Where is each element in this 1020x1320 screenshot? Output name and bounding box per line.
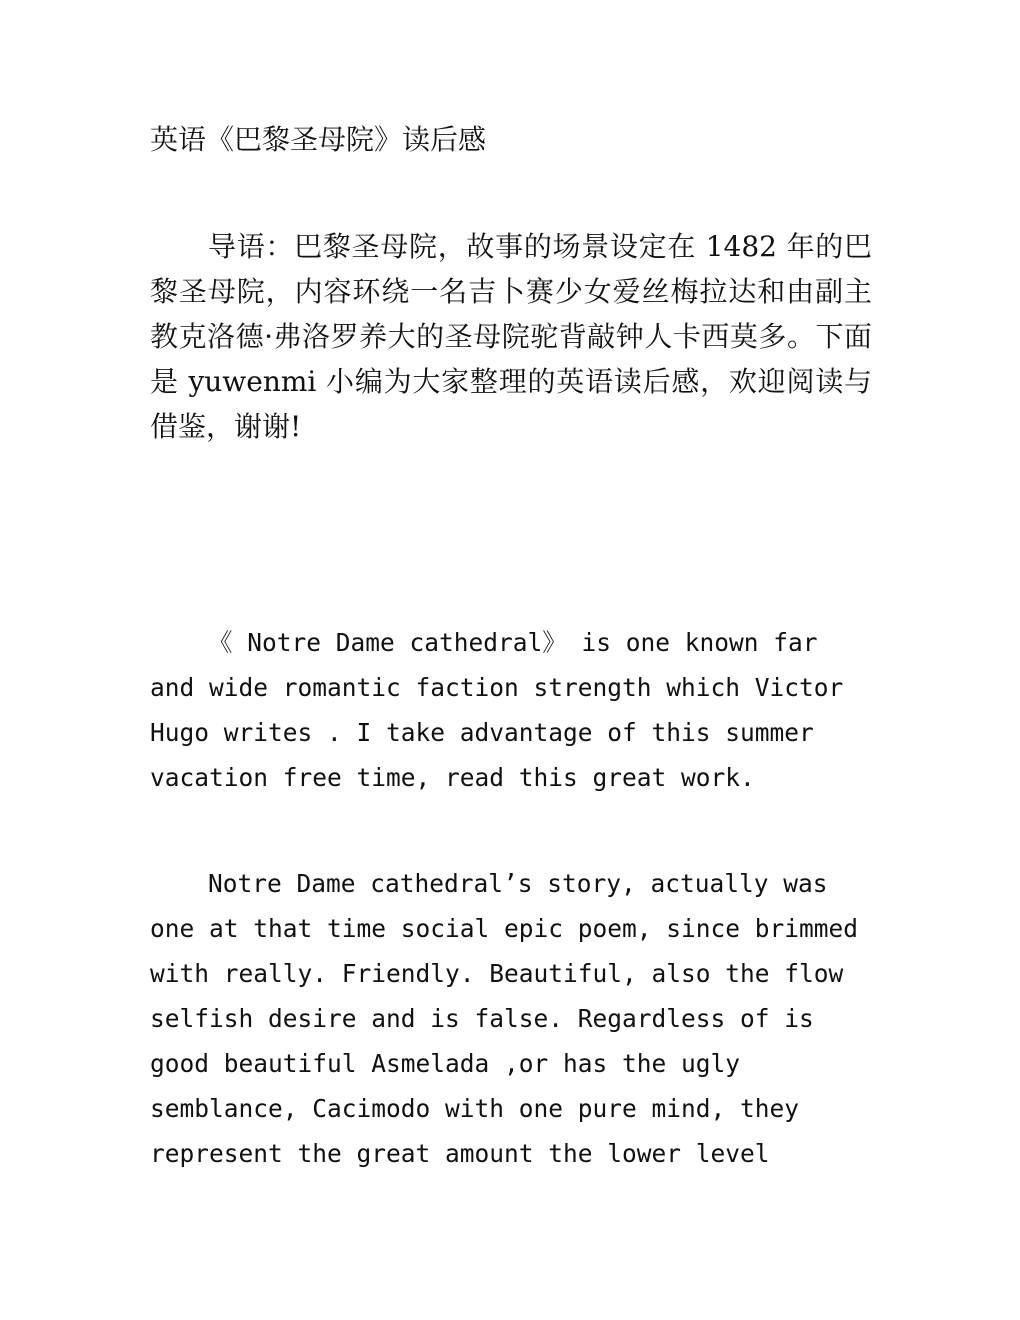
intro-paragraph: 导语：巴黎圣母院，故事的场景设定在 1482 年的巴黎圣母院，内容环绕一名吉卜赛少女爱丝梅拉达和由副主教克洛德·弗洛罗养大的圣母院驼背敲钟人卡西莫多。下面是 yuwenmi 小编为大家整理的英语读后感，欢迎阅读与借鉴，谢谢!: [150, 230, 872, 443]
body-paragraph-1: 《 Notre Dame cathedral》 is one known far and wide romantic faction strength which Victor Hugo writes . I take advantage of this summer vacation free time, read this great work.: [150, 628, 844, 792]
body-paragraph-2: Notre Dame cathedral’s story, actually was one at that time social epic poem, since brimmed with really. Friendly. Beautiful, also the flow selfish desire and is false. Regardless of is good beautiful Asmelada ,or has the ugly semblance, Cacimodo with one pure mind, they represent the great amount the lower level: [150, 869, 859, 1168]
document-title: 英语《巴黎圣母院》读后感: [150, 123, 487, 156]
